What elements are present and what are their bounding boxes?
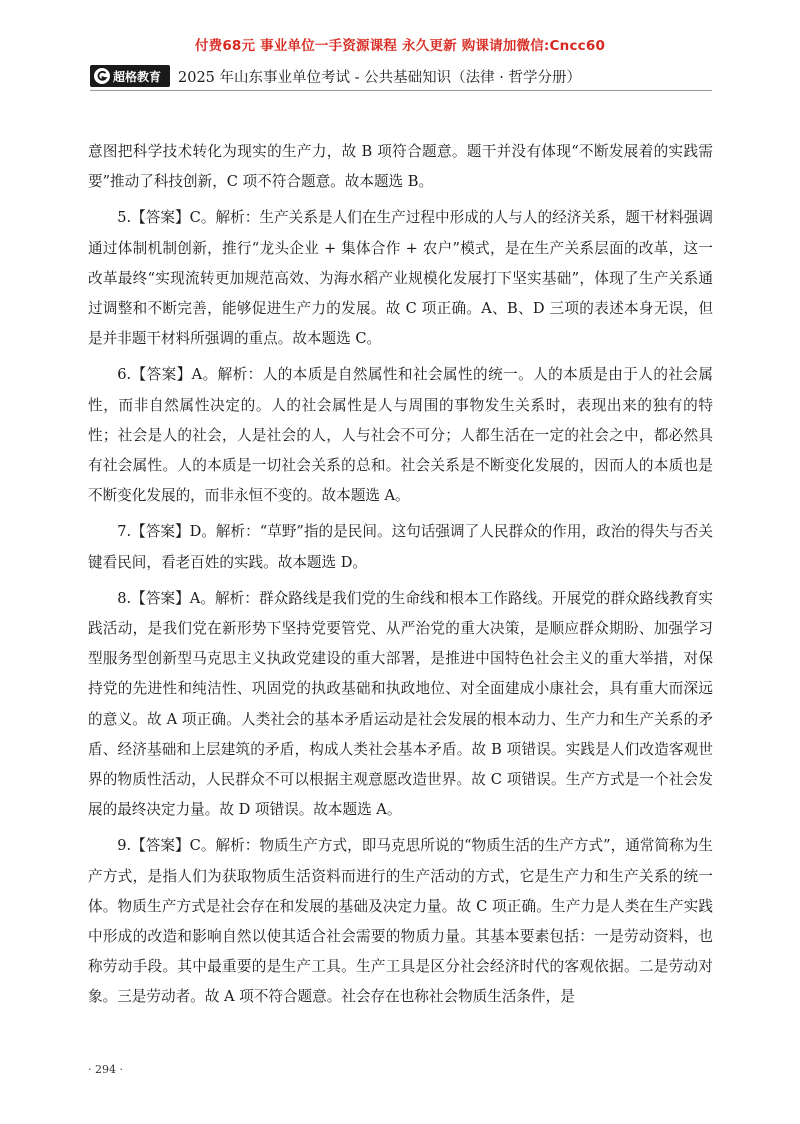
answer-5: 5.【答案】C。解析：生产关系是人们在生产过程中形成的人与人的经济关系，题干材料强调通过体制机制创新，推行“龙头企业 + 集体合作 + 农户”模式，是在生产关系层面的改革，这一改革最终“实现流转更加规范高效、为海水稻产业规模化发展打下坚实基础”，体现了生产关系通过调整和不断完善，能够促进生产力的发展。故 C 项正确。A、B、D 三项的表述本身无误，但是并非题干材料所强调的重点。故本题选 C。: [88, 209, 713, 348]
answer-7: 7.【答案】D。解析：“草野”指的是民间。这句话强调了人民群众的作用，政治的得失与否关键看民间，看老百姓的实践。故本题选 D。: [88, 523, 713, 571]
header-divider: [90, 90, 712, 91]
paragraph-continuation: 意图把科学技术转化为现实的生产力，故 B 项符合题意。题干并没有体现“不断发展着的实践需要”推动了科技创新，C 项不符合题意。故本题选 B。: [88, 143, 713, 191]
answer-8: 8.【答案】A。解析：群众路线是我们党的生命线和根本工作路线。开展党的群众路线教育实践活动，是我们党在新形势下坚持党要管党、从严治党的重大决策，是顺应群众期盼、加强学习型服务型创新型马克思主义执政党建设的重大部署，是推进中国特色社会主义的重大举措，对保持党的先进性和纯洁性、巩固党的执政基础和执政地位、对全面建成小康社会，具有重大而深远的意义。故 A 项正确。人类社会的基本矛盾运动是社会发展的根本动力、生产力和生产关系的矛盾、经济基础和上层建筑的矛盾，构成人类社会基本矛盾。故 B 项错误。实践是人们改造客观世界的物质性活动，人民群众不可以根据主观意愿改造世界。故 C 项错误。生产方式是一个社会发展的最终决定力量。故 D 项错误。故本题选 A。: [88, 589, 713, 819]
answer-6: 6.【答案】A。解析：人的本质是自然属性和社会属性的统一。人的本质是由于人的社会属性，而非自然属性决定的。人的社会属性是人与周围的事物发生关系时，表现出来的独有的特性；社会是人的社会，人是社会的人，人与社会不可分；人都生活在一定的社会之中，都必然具有社会属性。人的本质是一切社会关系的总和。社会关系是不断变化发展的，因而人的本质也是不断变化发展的，而非永恒不变的。故本题选 A。: [88, 366, 713, 505]
logo-text: 超格教育: [113, 69, 162, 84]
publisher-logo: [90, 65, 170, 87]
document-title: 2025 年山东事业单位考试 - 公共基础知识（法律 · 哲学分册）: [178, 69, 581, 86]
logo-icon: [94, 68, 110, 84]
answer-explanations: [88, 137, 713, 1019]
page-number: · 294 ·: [88, 1063, 123, 1076]
promo-banner: 付费68元 事业单位一手资源课程 永久更新 购课请加微信:Cncc60: [194, 38, 606, 54]
page-header: [90, 63, 730, 89]
answer-9: 9.【答案】C。解析：物质生产方式，即马克思所说的“物质生活的生产方式”，通常简称为生产方式，是指人们为获取物质生活资料而进行的生产活动的方式，它是生产力和生产关系的统一体。物质生产方式是社会存在和发展的基础及决定力量。故 C 项正确。生产力是人类在生产实践中形成的改造和影响自然以使其适合社会需要的物质力量。其基本要素包括：一是劳动资料，也称劳动手段。其中最重要的是生产工具。生产工具是区分社会经济时代的客观依据。二是劳动对象。三是劳动者。故 A 项不符合题意。社会存在也称社会物质生活条件，是: [88, 837, 713, 1006]
